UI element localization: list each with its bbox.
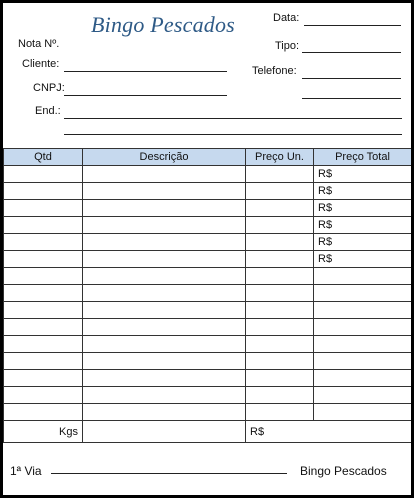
descricao-cell[interactable] xyxy=(83,251,246,268)
table-row xyxy=(4,404,412,421)
column-header-descricao: Descrição xyxy=(83,149,246,166)
preco-un-cell[interactable] xyxy=(246,353,314,370)
table-row xyxy=(4,183,412,200)
qtd-cell[interactable] xyxy=(4,353,83,370)
descricao-cell[interactable] xyxy=(83,285,246,302)
qtd-cell[interactable] xyxy=(4,200,83,217)
data-field[interactable] xyxy=(304,25,401,26)
descricao-cell[interactable] xyxy=(83,234,246,251)
descricao-cell[interactable] xyxy=(83,319,246,336)
preco-total-cell[interactable] xyxy=(314,302,412,319)
preco-total-cell[interactable] xyxy=(314,370,412,387)
descricao-cell[interactable] xyxy=(83,200,246,217)
signature-name: Bingo Pescados xyxy=(300,464,387,478)
grand-total-currency: R$ xyxy=(246,421,412,443)
copy-label: 1ª Via xyxy=(10,464,42,478)
descricao-cell[interactable] xyxy=(83,387,246,404)
brand-title: Bingo Pescados xyxy=(91,12,235,37)
qtd-cell[interactable] xyxy=(4,387,83,404)
kgs-label: Kgs xyxy=(4,421,83,443)
table-row xyxy=(4,387,412,404)
preco-un-cell[interactable] xyxy=(246,370,314,387)
preco-un-cell[interactable] xyxy=(246,251,314,268)
preco-un-cell[interactable] xyxy=(246,319,314,336)
qtd-cell[interactable] xyxy=(4,217,83,234)
nota-label: Nota Nº. xyxy=(18,38,60,50)
descricao-cell[interactable] xyxy=(83,217,246,234)
preco-un-cell[interactable] xyxy=(246,166,314,183)
preco-un-cell[interactable] xyxy=(246,404,314,421)
preco-total-cell[interactable] xyxy=(314,285,412,302)
totals-row xyxy=(4,421,412,443)
preco-total-cell[interactable] xyxy=(314,404,412,421)
descricao-cell[interactable] xyxy=(83,353,246,370)
preco-un-cell[interactable] xyxy=(246,217,314,234)
preco-total-cell[interactable]: R$ xyxy=(314,200,412,217)
tipo-label: Tipo: xyxy=(275,40,300,52)
preco-un-cell[interactable] xyxy=(246,302,314,319)
descricao-cell[interactable] xyxy=(83,268,246,285)
descricao-cell[interactable] xyxy=(83,370,246,387)
table-row xyxy=(4,166,412,183)
descricao-cell[interactable] xyxy=(83,183,246,200)
preco-total-cell[interactable]: R$ xyxy=(314,166,412,183)
cnpj-field[interactable] xyxy=(64,95,227,96)
preco-total-cell[interactable]: R$ xyxy=(314,234,412,251)
descricao-cell[interactable] xyxy=(83,336,246,353)
preco-total-cell[interactable] xyxy=(314,353,412,370)
preco-un-cell[interactable] xyxy=(246,200,314,217)
preco-total-cell[interactable] xyxy=(314,268,412,285)
descricao-cell[interactable] xyxy=(83,302,246,319)
preco-total-cell[interactable] xyxy=(314,336,412,353)
qtd-cell[interactable] xyxy=(4,268,83,285)
preco-un-cell[interactable] xyxy=(246,183,314,200)
table-row xyxy=(4,319,412,336)
totals-spacer xyxy=(83,421,246,443)
cliente-field[interactable] xyxy=(64,71,227,72)
table-row xyxy=(4,234,412,251)
telefone-label: Telefone: xyxy=(252,65,297,77)
table-row xyxy=(4,336,412,353)
qtd-cell[interactable] xyxy=(4,234,83,251)
end-field-line-2[interactable] xyxy=(64,134,402,135)
table-row xyxy=(4,217,412,234)
qtd-cell[interactable] xyxy=(4,336,83,353)
signature-line[interactable] xyxy=(51,473,287,474)
preco-total-cell[interactable] xyxy=(314,319,412,336)
tipo-field[interactable] xyxy=(302,52,401,53)
column-header-preco-total: Preço Total xyxy=(314,149,412,166)
qtd-cell[interactable] xyxy=(4,370,83,387)
qtd-cell[interactable] xyxy=(4,302,83,319)
preco-un-cell[interactable] xyxy=(246,268,314,285)
qtd-cell[interactable] xyxy=(4,285,83,302)
table-header-row xyxy=(4,149,412,166)
telefone-field-extra[interactable] xyxy=(302,98,401,99)
qtd-cell[interactable] xyxy=(4,319,83,336)
preco-un-cell[interactable] xyxy=(246,336,314,353)
preco-total-cell[interactable]: R$ xyxy=(314,251,412,268)
table-row xyxy=(4,302,412,319)
cliente-label: Cliente: xyxy=(22,58,60,70)
descricao-cell[interactable] xyxy=(83,166,246,183)
preco-total-cell[interactable]: R$ xyxy=(314,217,412,234)
table-row xyxy=(4,285,412,302)
preco-un-cell[interactable] xyxy=(246,234,314,251)
preco-un-cell[interactable] xyxy=(246,285,314,302)
qtd-cell[interactable] xyxy=(4,183,83,200)
end-field-line-1[interactable] xyxy=(64,118,402,119)
preco-total-cell[interactable] xyxy=(314,387,412,404)
table-row xyxy=(4,251,412,268)
table-row xyxy=(4,268,412,285)
data-label: Data: xyxy=(273,12,300,24)
preco-un-cell[interactable] xyxy=(246,387,314,404)
qtd-cell[interactable] xyxy=(4,251,83,268)
column-header-qtd: Qtd xyxy=(4,149,83,166)
preco-total-cell[interactable]: R$ xyxy=(314,183,412,200)
telefone-field[interactable] xyxy=(302,78,401,79)
items-table xyxy=(3,148,411,443)
table-row xyxy=(4,353,412,370)
descricao-cell[interactable] xyxy=(83,404,246,421)
table-row xyxy=(4,200,412,217)
qtd-cell[interactable] xyxy=(4,404,83,421)
table-row xyxy=(4,370,412,387)
qtd-cell[interactable] xyxy=(4,166,83,183)
end-label: End.: xyxy=(35,105,61,117)
invoice-sheet xyxy=(3,3,411,495)
cnpj-label: CNPJ: xyxy=(33,82,65,94)
column-header-preco-un: Preço Un. xyxy=(246,149,314,166)
